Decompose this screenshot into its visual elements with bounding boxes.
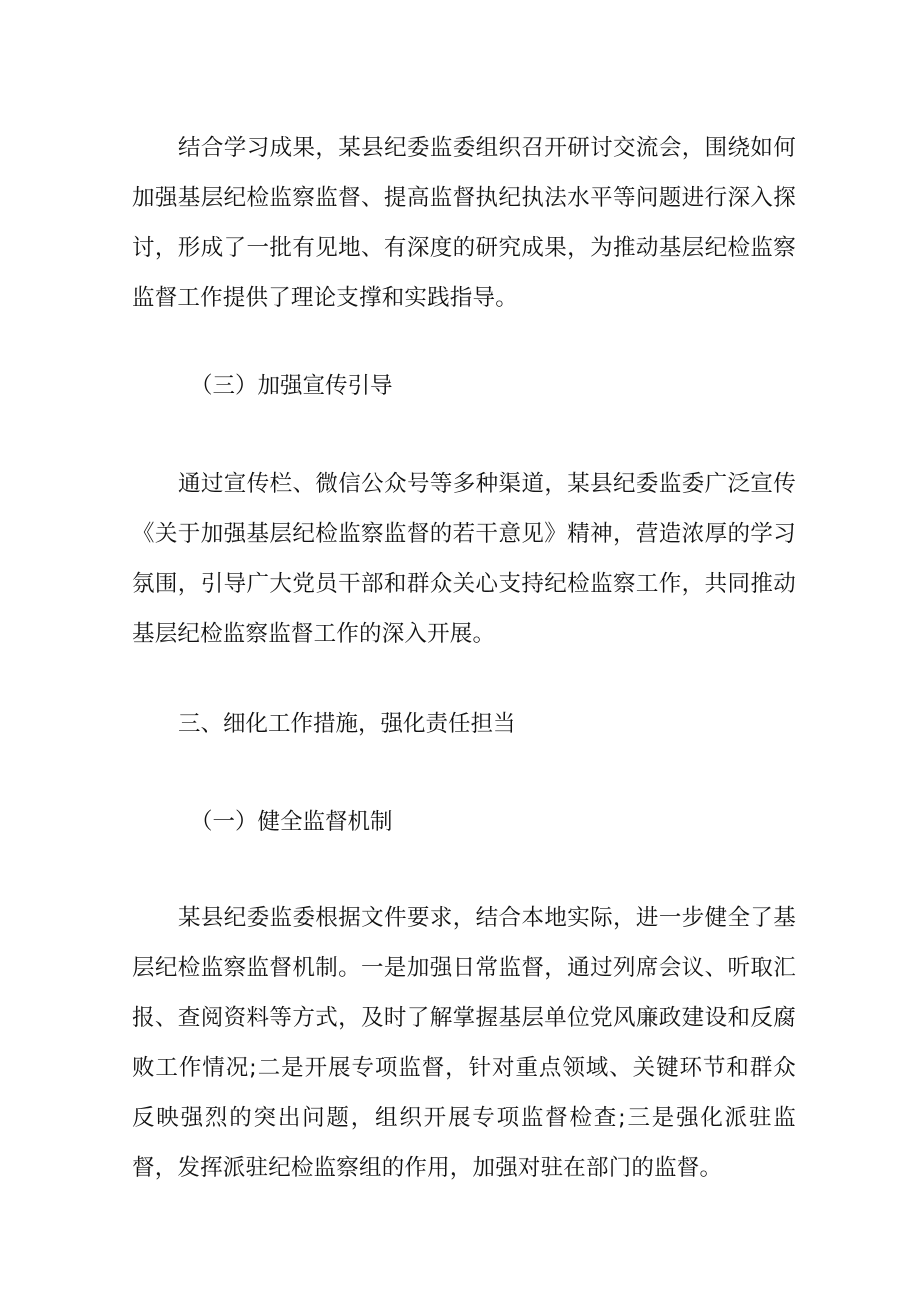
subheading-supervision-mechanism: （一）健全监督机制	[190, 809, 393, 835]
body-paragraph-publicity: 通过宣传栏、微信公众号等多种渠道，某县纪委监委广泛宣传《关于加强基层纪检监察监督的若干意见》精神，营造浓厚的学习氛围，引导广大党员干部和群众关心支持纪检监察工作，共同推动基层纪检监察监督工作的深入开展。	[132, 471, 796, 647]
body-paragraph-supervision-mechanism: 某县纪委监委根据文件要求，结合本地实际，进一步健全了基层纪检监察监督机制。一是加强日常监督，通过列席会议、听取汇报、查阅资料等方式，及时了解掌握基层单位党风廉政建设和反腐败工作情况;二是开展专项监督，针对重点领域、关键环节和群众反映强烈的突出问题，组织开展专项监督检查;三是强化派驻监督，发挥派驻纪检监察组的作用，加强对驻在部门的监督。	[132, 905, 796, 1181]
section-heading-work-measures: 三、细化工作措施，强化责任担当	[178, 711, 516, 737]
subheading-publicity-guidance: （三）加强宣传引导	[190, 373, 393, 399]
body-paragraph-research-results: 结合学习成果，某县纪委监委组织召开研讨交流会，围绕如何加强基层纪检监察监督、提高监督执纪执法水平等问题进行深入探讨，形成了一批有见地、有深度的研究成果，为推动基层纪检监察监督工作提供了理论支撑和实践指导。	[132, 135, 796, 311]
